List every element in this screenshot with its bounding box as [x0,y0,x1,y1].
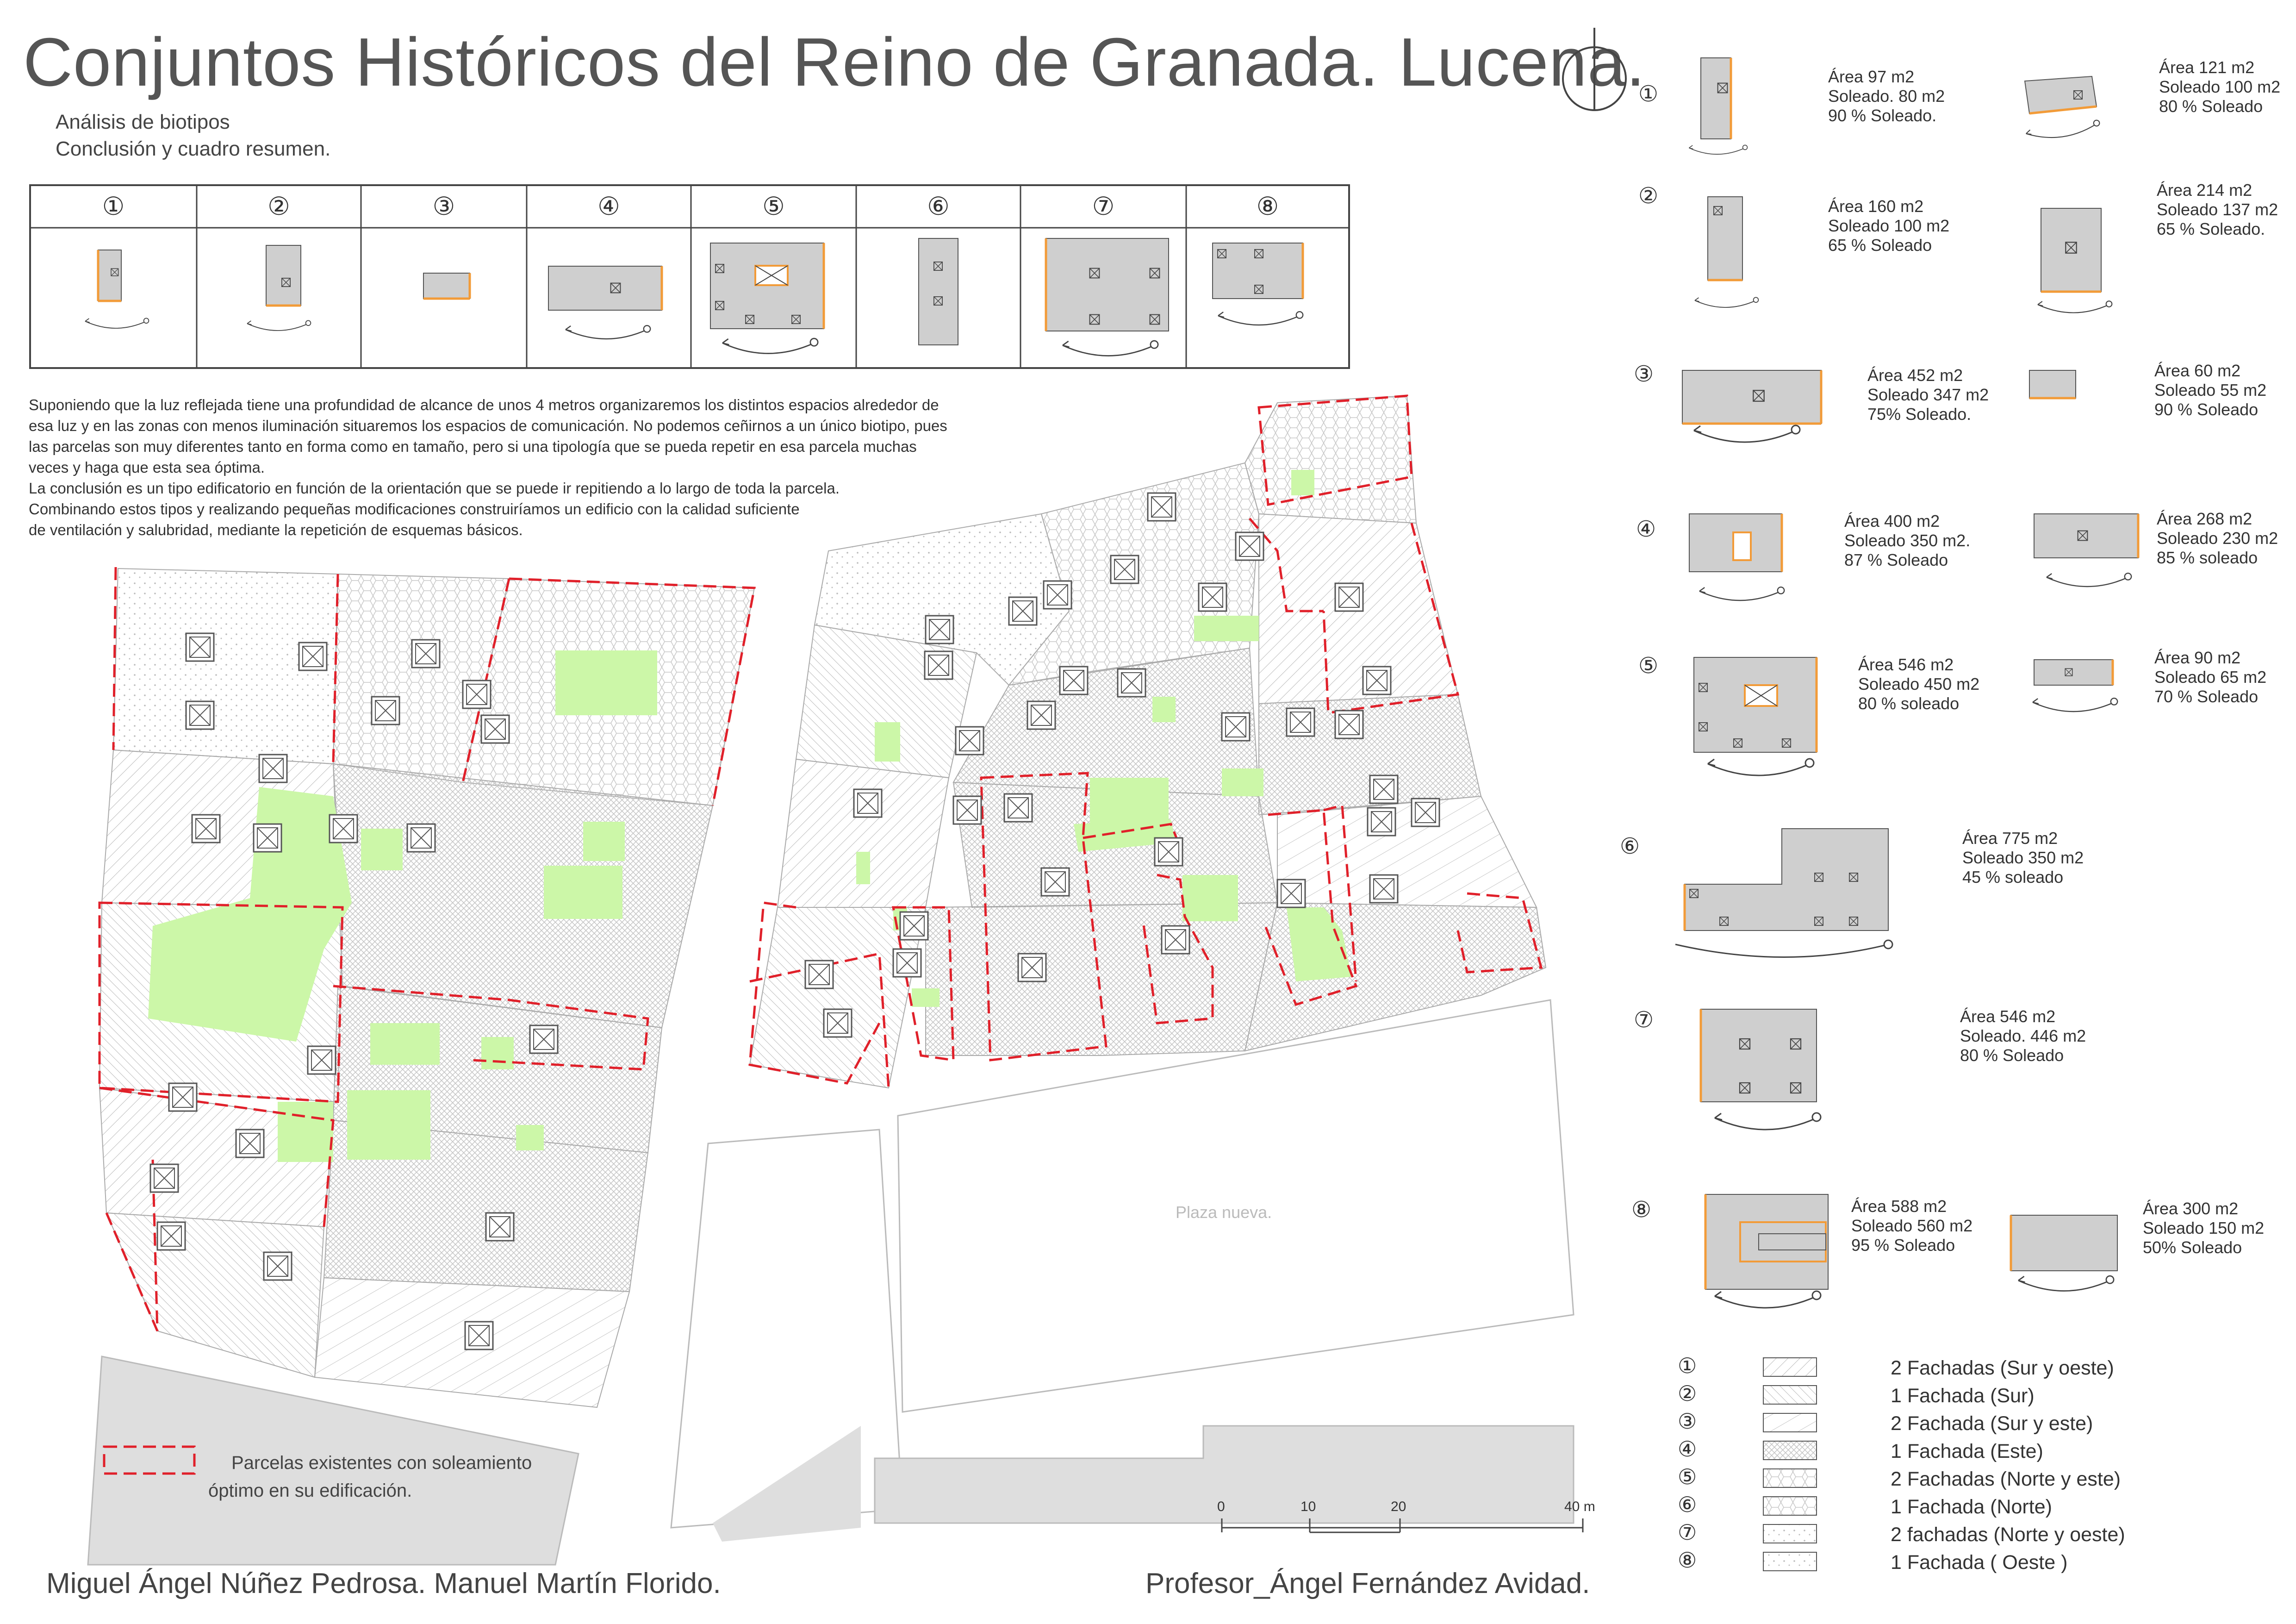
scale-label: 40 m [1564,1499,1595,1514]
stat-line: 80 % soleado [1858,694,1960,713]
facade-legend-label: 1 Fachada (Norte) [1891,1496,2052,1518]
paragraph-line: veces y haga que esta sea óptima. [29,459,265,476]
summary-stats [2154,648,2266,706]
facade-legend-num: ① [1678,1354,1697,1378]
paragraph-line: las parcelas son muy diferentes tanto en forma como en tamaño, pero si una tipología que se pueda repetir en esa parcela muchas [29,438,917,455]
stat-line: Soleado 350 m2. [1844,531,1971,550]
authors-credit: Miguel Ángel Núñez Pedrosa. Manuel Martín Florido. [46,1568,721,1599]
table-diagram [247,245,311,331]
stat-line: Área 90 m2 [2154,648,2241,667]
summary-number: ① [1638,82,1659,106]
paragraph-line: La conclusión es un tipo edificatorio en función de la orientación que se puede ir repitiendo a lo largo de toda la parcela. [29,480,840,497]
summary-number: ④ [1636,517,1656,542]
table-diagram [1046,238,1169,356]
table-diagram [423,273,470,299]
facade-legend-label: 1 Fachada ( Oeste ) [1891,1551,2068,1574]
facade-legend-num: ④ [1678,1437,1697,1461]
facade-legend-num: ② [1678,1381,1697,1405]
stat-line: Área 60 m2 [2154,361,2241,380]
summary-number: ⑤ [1638,654,1659,678]
stat-line: Soleado. 446 m2 [1960,1026,2086,1045]
summary-stats [1851,1197,1972,1255]
facade-legend-labels [1891,1354,2125,1576]
stat-line: Soleado 150 m2 [2143,1218,2265,1237]
stat-line: Soleado 450 m2 [1858,675,1980,693]
plaza-label: Plaza nueva. [1176,1203,1272,1222]
map-block-left [100,567,754,1407]
stat-line: Área 97 m2 [1828,67,1915,86]
table-header-cell: ④ [597,193,620,220]
stat-line: Área 546 m2 [1960,1007,2056,1026]
stat-line: Área 546 m2 [1858,655,1954,674]
facade-legend-label: 1 Fachada (Este) [1891,1440,2043,1462]
facade-legend-num: ⑦ [1678,1520,1697,1544]
stat-line: 70 % Soleado [2154,687,2259,706]
stat-line: Soleado 137 m2 [2157,200,2278,219]
table-header-cell: ③ [432,193,455,220]
stat-line: Área 452 m2 [1867,366,1963,385]
stat-line: 80 % Soleado [1960,1046,2064,1065]
stat-line: 80 % Soleado [2159,97,2263,116]
stat-line: Soleado 55 m2 [2154,381,2267,400]
facade-legend-numbers [1678,1352,1697,1574]
facade-legend-label: 2 Fachadas (Sur y oeste) [1891,1357,2114,1379]
summary-stats [2159,58,2280,116]
north-arrow-icon [1563,28,1626,110]
summary-stats [1828,197,1949,255]
map-legend-line: óptimo en su edificación. [208,1480,412,1501]
stat-line: Soleado 350 m2 [1962,848,2084,867]
stat-line: Área 300 m2 [2143,1199,2239,1218]
summary-stats [1960,1007,2086,1065]
table-diagram [919,238,958,345]
summary-stats [2154,361,2266,419]
stat-line: 65 % Soleado. [2157,219,2265,238]
table-header-cell: ⑧ [1256,193,1279,220]
table-diagram [710,243,824,354]
stat-line: Área 400 m2 [1844,512,1940,531]
facade-legend-swatches [1763,1358,1817,1571]
summary-stats [1867,366,1989,424]
page-title: Conjuntos Históricos del Reino de Granada. Lucena. [23,24,1646,100]
stat-line: 50% Soleado [2143,1238,2242,1257]
table-diagram [85,250,149,328]
summary-number: ⑦ [1634,1008,1654,1032]
stat-line: 90 % Soleado. [1828,106,1937,125]
summary-number: ⑥ [1620,834,1640,859]
summary-number: ③ [1634,362,1654,387]
stat-line: 90 % Soleado [2154,400,2259,419]
summary-stats [2157,181,2278,239]
facade-legend-num: ⑥ [1678,1493,1697,1517]
facade-legend-num: ③ [1678,1409,1697,1433]
facade-legend-num: ⑧ [1678,1548,1697,1572]
stat-line: Área 588 m2 [1851,1197,1947,1216]
conclusion-paragraph [29,394,1075,540]
stat-line: 87 % Soleado [1844,550,1948,569]
scale-label: 10 [1300,1499,1316,1514]
paragraph-line: Combinando estos tipos y realizando pequeñas modificaciones construiríamos un edificio con la calidad suficiente [29,500,800,518]
paragraph-line: Suponiendo que la luz reflejada tiene una profundidad de alcance de unos 4 metros organizaremos los distintos espacios alrededor de [29,396,939,413]
subtitle-line: Análisis de biotipos [56,111,230,133]
map-legend-text [208,1449,532,1505]
table-diagram [548,266,662,339]
paragraph-line: de ventilación y salubridad, mediante la repetición de esquemas básicos. [29,521,523,538]
map-legend-line: Parcelas existentes con soleamiento [231,1453,532,1473]
stat-line: Soleado 230 m2 [2157,529,2278,548]
stat-line: Soleado 347 m2 [1867,385,1989,404]
stat-line: 85 % soleado [2157,548,2258,567]
stat-line: Soleado 100 m2 [2159,77,2281,96]
subtitle-line: Conclusión y cuadro resumen. [56,137,331,160]
stat-line: Área 160 m2 [1828,197,1924,216]
stat-line: Área 268 m2 [2157,509,2252,528]
summary-number: ② [1638,184,1659,208]
stat-line: Área 775 m2 [1962,829,2058,848]
facade-legend-label: 1 Fachada (Sur) [1891,1385,2035,1407]
table-header-cell: ⑤ [762,193,785,220]
stat-line: Soleado 560 m2 [1851,1216,1973,1235]
stat-line: Área 214 m2 [2157,181,2252,200]
stat-line: 65 % Soleado [1828,236,1932,255]
scale-label: 0 [1217,1499,1225,1514]
summary-stats [1858,655,1979,713]
table-header-cell: ② [268,193,290,220]
stat-line: Soleado 100 m2 [1828,216,1950,235]
plaza-outline [671,1000,1574,1542]
summary-stats [2157,509,2278,568]
stat-line: Área 121 m2 [2159,58,2255,77]
professor-credit: Profesor_Ángel Fernández Avidad. [1145,1568,1590,1599]
table-diagram [1213,243,1303,325]
stat-line: 75% Soleado. [1867,405,1972,424]
table-header-row [30,185,1349,228]
paragraph-line: esa luz y en las zonas con menos iluminación situaremos los espacios de comunicación. No podemos ceñirnos a un único biotipo, pues [29,417,947,434]
stat-line: Soleado. 80 m2 [1828,87,1945,106]
summary-stats [1844,512,1970,570]
summary-stats [1962,829,2084,887]
table-header-cell: ① [102,193,125,220]
table-header-cell: ⑥ [927,193,950,220]
stat-line: 95 % Soleado [1851,1236,1955,1255]
facade-legend-label: 2 fachadas (Norte y oeste) [1891,1524,2125,1546]
scale-label: 20 [1391,1499,1406,1514]
facade-legend-num: ⑤ [1678,1465,1697,1489]
summary-stats [2143,1199,2264,1257]
summary-stats [1828,67,1945,125]
summary-number: ⑧ [1631,1198,1652,1222]
table-header-cell: ⑦ [1092,193,1115,220]
stat-line: 45 % soleado [1962,868,2064,887]
facade-legend-label: 2 Fachada (Sur y este) [1891,1412,2093,1435]
facade-legend-label: 2 Fachadas (Norte y este) [1891,1468,2121,1490]
stat-line: Soleado 65 m2 [2154,668,2267,687]
